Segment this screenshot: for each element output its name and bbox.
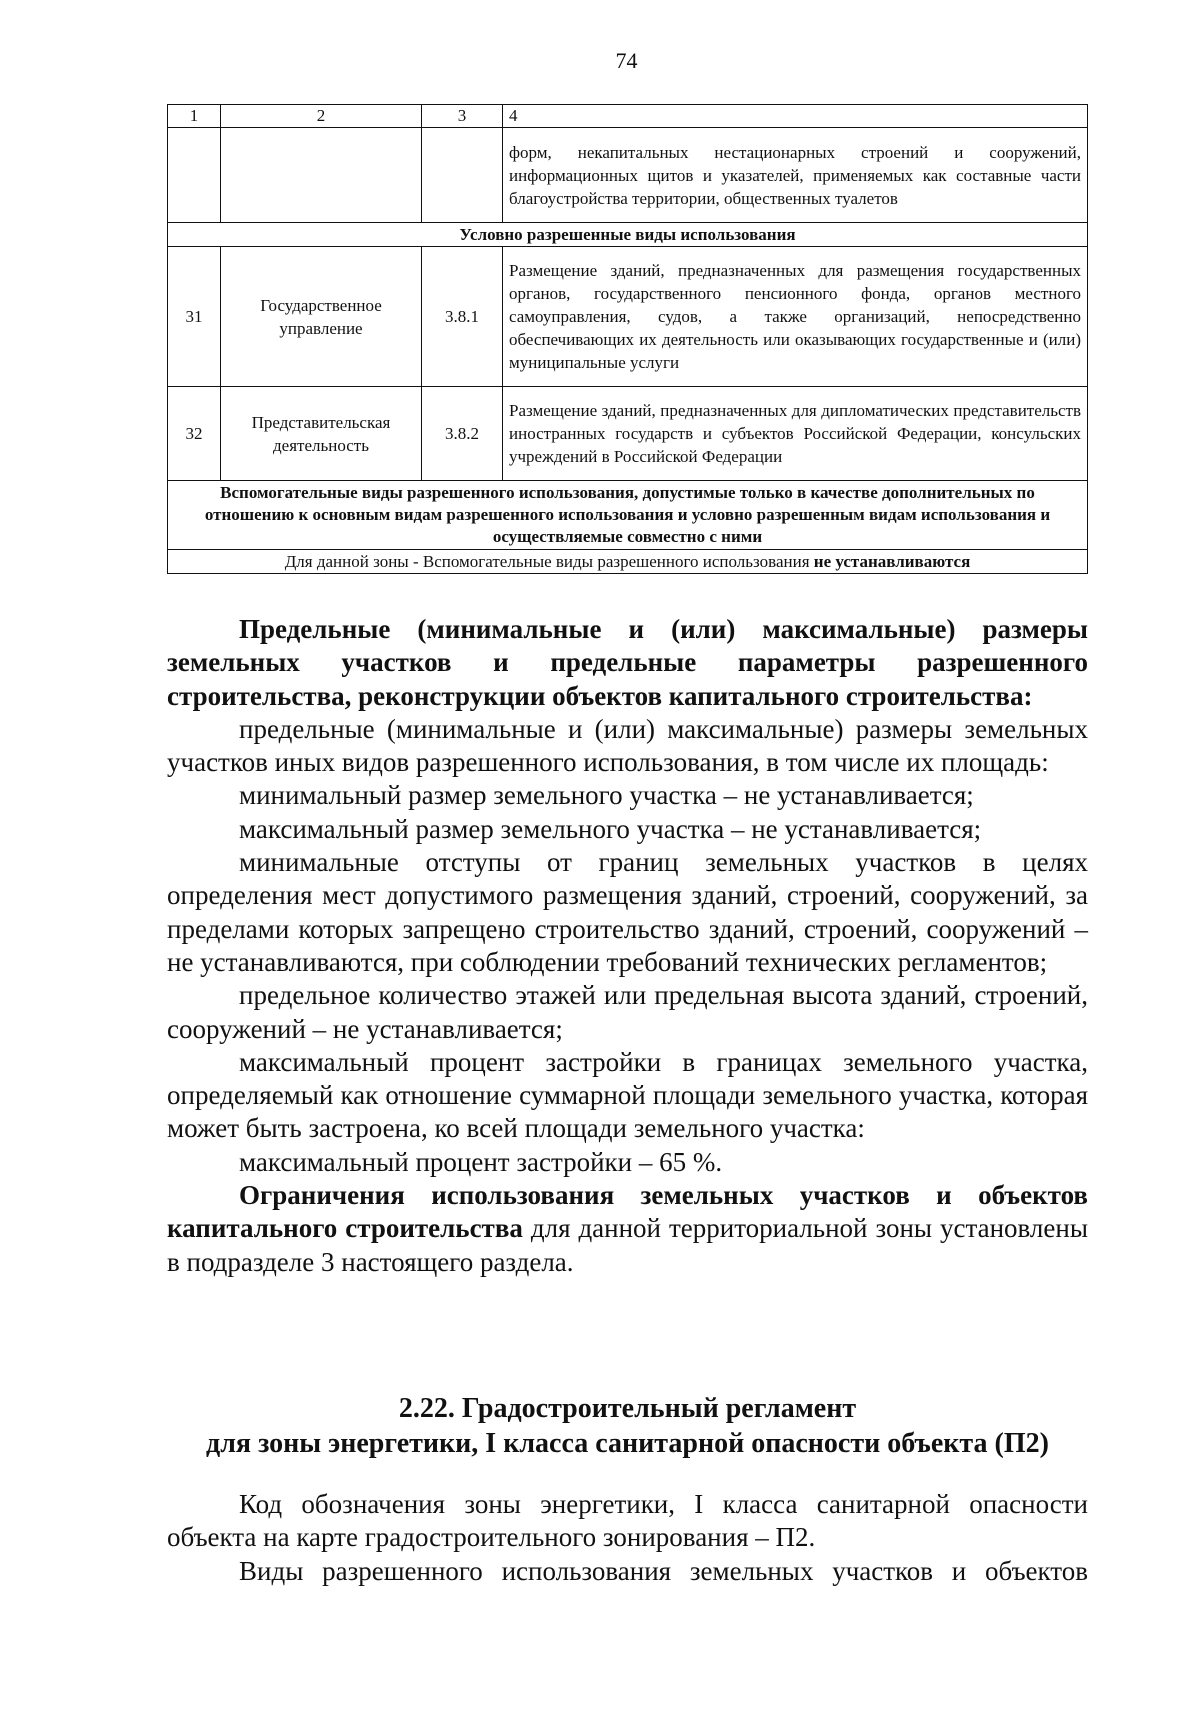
table-header-row [168,105,1088,128]
aux-note-bold: не устанавливаются [813,552,971,571]
section-row-conditional [168,223,1088,247]
limits-restrictions [167,1179,1088,1279]
limits-paragraph: минимальный размер земельного участка – не устанавливается; [239,780,974,811]
section-heading-line2: для зоны энергетики, I класса санитарной опасности объекта (П2) [206,1428,1049,1459]
limits-paragraph: максимальный размер земельного участка – не устанавливается; [239,813,982,844]
cell-empty [422,128,503,223]
table-row-continuation [168,128,1088,223]
row-use-name: Представительская деятельность [221,387,422,481]
limits-paragraph: минимальные отступы от границ земельных участков в целях определения мест допустимого размещения зданий, строений, сооружений, за пределами которых запрещено строительство зданий, строений, сооружений – не устанавливаются, при соблюдении требований технических регламентов; [167,847,1088,977]
col-header-4: 4 [503,105,1088,128]
section-body [167,1488,1088,1588]
row-use-name: Государственное управление [221,247,422,387]
row-code: 3.8.2 [422,387,503,481]
row-description: Размещение зданий, предназначенных для дипломатических представительств иностранных государств и субъектов Российской Федерации, консульских учреждений в Российской Федерации [503,387,1088,481]
row-number: 32 [168,387,221,481]
row-number: 31 [168,247,221,387]
section-heading-line1: 2.22. Градостроительный регламент [398,1393,857,1424]
section-row-auxiliary [168,481,1088,550]
aux-note-row [168,550,1088,574]
page-number: 74 [615,48,638,73]
restrictions-bold: Ограничения использования земельных участков и объектов капитального строительства [167,1180,1088,1244]
section-title-auxiliary: Вспомогательные виды разрешенного использования, допустимые только в качестве дополнительных по отношению к основным видам разрешенного использования и условно разрешенным видам использования и осуществляемые совместно с ними [168,481,1088,550]
limits-block [167,613,1088,1279]
section-heading [167,1391,1088,1461]
table-row [168,247,1088,387]
row-description: Размещение зданий, предназначенных для размещения государственных органов, государственного пенсионного фонда, органов местного самоуправления, судов, а также организаций, непосредственно обеспечивающих их деятельность или оказывающих государственные и (или) муниципальные услуги [503,247,1088,387]
cell-empty [221,128,422,223]
cell-empty [168,128,221,223]
col-header-3: 3 [422,105,503,128]
restrictions-rest: для данной территориальной зоны установлены в подразделе 3 настоящего раздела. [167,1213,1088,1277]
section-paragraph: Код обозначения зоны энергетики, I класса санитарной опасности объекта на карте градостроительного зонирования – П2. [167,1489,1088,1553]
limits-heading: Предельные (минимальные и (или) максимальные) размеры земельных участков и предельные параметры разрешенного строительства, реконструкции объектов капитального строительства: [167,614,1088,711]
limits-paragraph: максимальный процент застройки в границах земельного участка, определяемый как отношение суммарной площади земельного участка, которая может быть застроена, ко всей площади земельного участка: [167,1046,1088,1144]
col-header-2: 2 [221,105,422,128]
row-code: 3.8.1 [422,247,503,387]
col-header-1: 1 [168,105,221,128]
limits-paragraph: предельные (минимальные и (или) максимальные) размеры земельных участков иных видов разрешенного использования, в том числе их площадь: [167,713,1088,778]
aux-note-prefix: Для данной зоны - Вспомогательные виды разрешенного использования [284,552,810,571]
section-title-conditional: Условно разрешенные виды использования [168,223,1088,247]
table-row [168,387,1088,481]
limits-paragraph: максимальный процент застройки – 65 %. [239,1146,723,1177]
section-paragraph: Виды разрешенного использования земельных участков и объектов [239,1555,1088,1586]
limits-paragraph: предельное количество этажей или предельная высота зданий, строений, сооружений – не устанавливается; [167,980,1088,1044]
land-use-table [167,104,1088,574]
aux-note [168,550,1088,574]
continuation-description: форм, некапитальных нестационарных строений и сооружений, информационных щитов и указателей, применяемых как составные части благоустройства территории, общественных туалетов [503,128,1088,223]
